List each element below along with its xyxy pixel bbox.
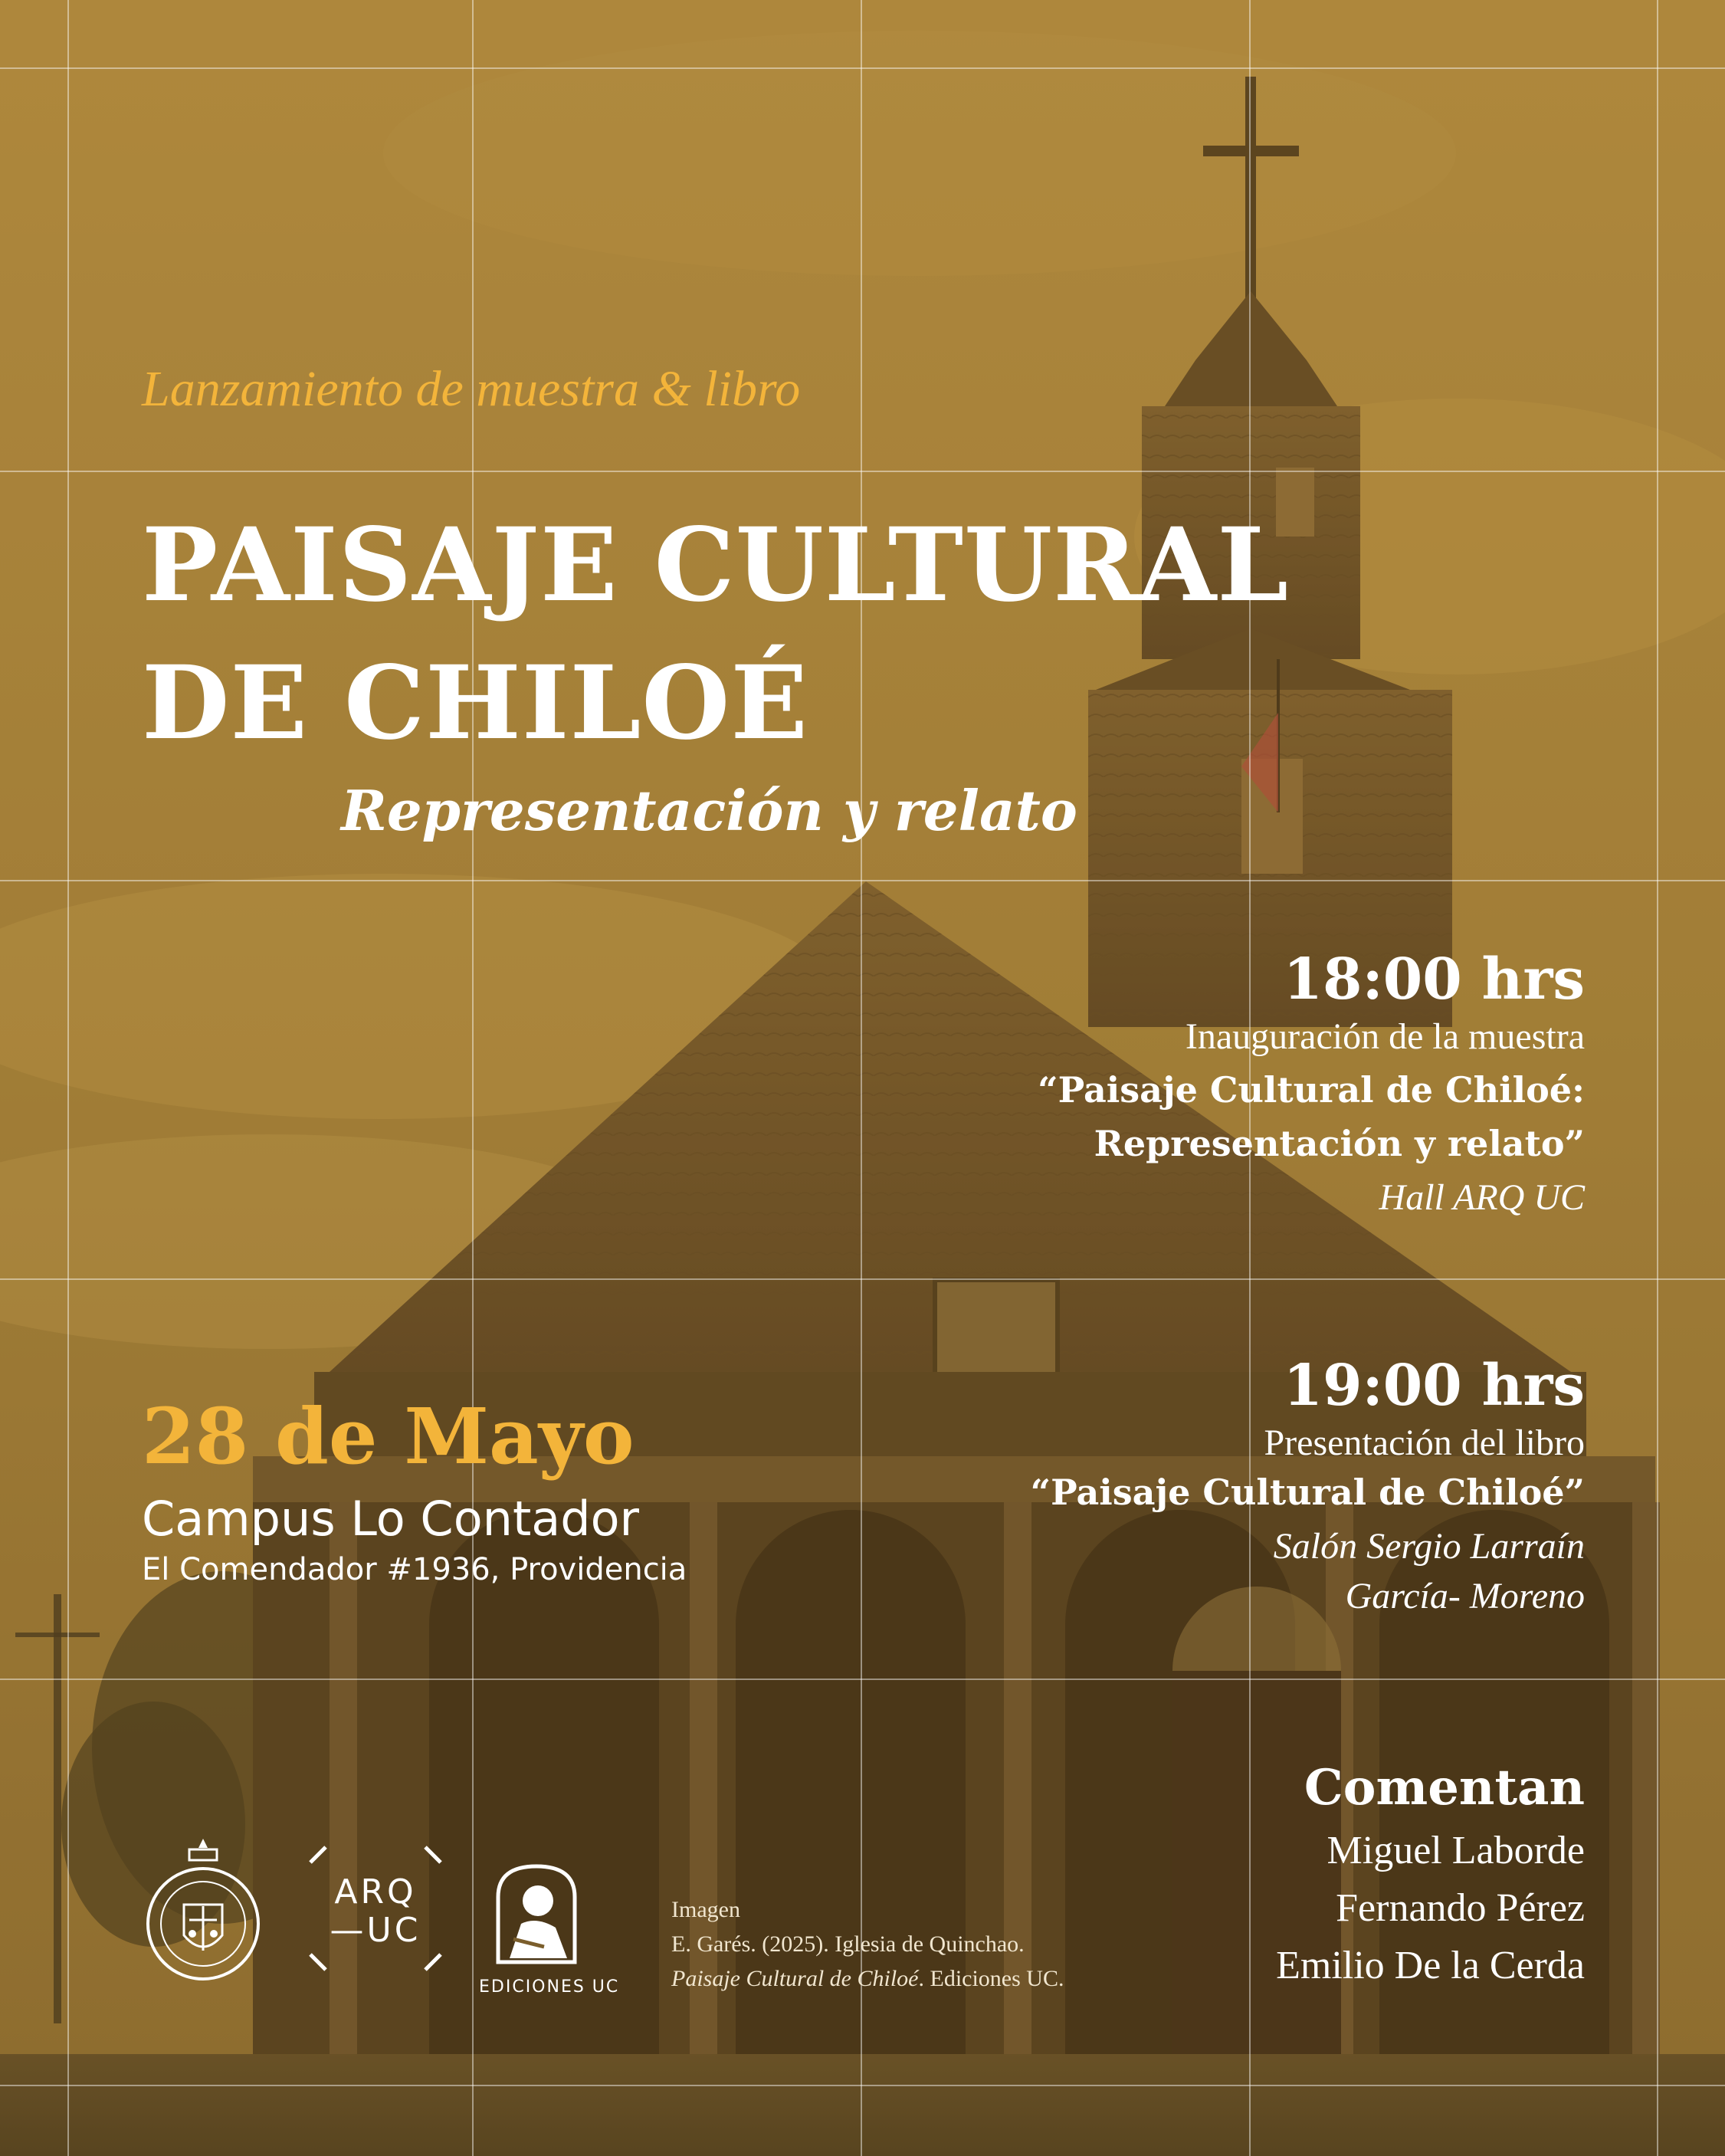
event2-title: “Paisaje Cultural de Chiloé” xyxy=(1030,1472,1585,1513)
commenter-name: Fernando Pérez xyxy=(1336,1886,1585,1930)
arq-uc-logo xyxy=(307,1843,444,1974)
venue-address: El Comendador #1936, Providencia xyxy=(142,1552,687,1587)
event2-description: Presentación del libro xyxy=(1264,1423,1585,1463)
event1-title-line2: Representación y relato” xyxy=(1094,1123,1585,1164)
event-date: 28 de Mayo xyxy=(142,1391,635,1482)
grid-line xyxy=(1657,0,1658,2156)
grid-line xyxy=(0,1679,1725,1680)
commenter-name: Miguel Laborde xyxy=(1327,1829,1585,1872)
event2-place-line2: García- Moreno xyxy=(1345,1576,1585,1616)
grid-line xyxy=(67,0,69,2156)
grid-line xyxy=(472,0,474,2156)
credit-source xyxy=(671,1966,1064,1992)
grid-line xyxy=(0,471,1725,472)
event2-time: 19:00 hrs xyxy=(1283,1353,1585,1419)
ediciones-uc-logo-text: EDICIONES UC xyxy=(479,1977,620,1997)
event1-time: 18:00 hrs xyxy=(1283,947,1585,1012)
grid-line xyxy=(0,67,1725,69)
arq-uc-logo-top: ARQ xyxy=(334,1872,417,1912)
title-line-2: DE CHILOÉ xyxy=(142,644,808,763)
uc-seal-logo xyxy=(142,1836,264,1989)
event1-place: Hall ARQ UC xyxy=(1379,1177,1585,1218)
grid-line xyxy=(861,0,862,2156)
grid-line xyxy=(0,2085,1725,2086)
arq-uc-logo-bottom: —UC xyxy=(330,1911,421,1950)
commenter-name: Emilio De la Cerda xyxy=(1276,1944,1585,1987)
ediciones-uc-logo xyxy=(490,1862,582,1970)
credit-citation: E. Garés. (2025). Iglesia de Quinchao. xyxy=(671,1931,1025,1957)
event1-description: Inauguración de la muestra xyxy=(1185,1016,1585,1057)
credit-publisher: . Ediciones UC. xyxy=(918,1966,1064,1991)
commenters-heading: Comentan xyxy=(1304,1759,1585,1816)
grid-line xyxy=(0,880,1725,881)
subtitle: Representación y relato xyxy=(341,778,1077,843)
credit-label: Imagen xyxy=(671,1897,740,1922)
venue-name: Campus Lo Contador xyxy=(142,1491,640,1547)
kicker-text: Lanzamiento de muestra & libro xyxy=(142,361,801,417)
event1-title-line1: “Paisaje Cultural de Chiloé: xyxy=(1038,1069,1585,1111)
grid-line xyxy=(0,1278,1725,1280)
title-line-1: PAISAJE CULTURAL xyxy=(142,506,1290,625)
credit-book-title: Paisaje Cultural de Chiloé xyxy=(671,1966,919,1991)
event2-place-line1: Salón Sergio Larraín xyxy=(1273,1526,1585,1567)
